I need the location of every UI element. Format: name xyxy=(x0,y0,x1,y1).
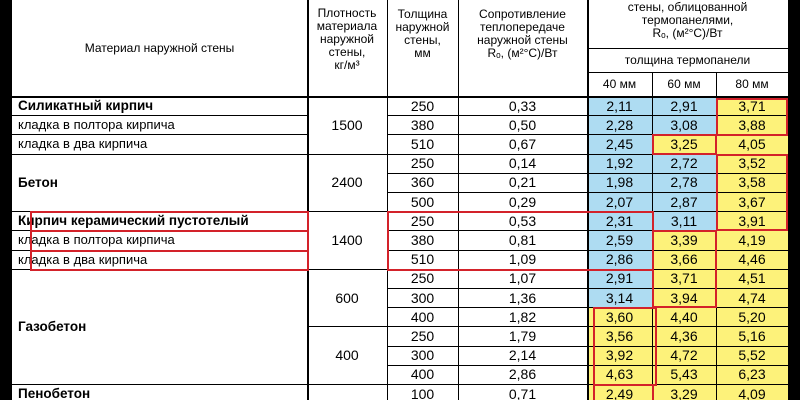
cell-p40: 3,60 xyxy=(605,308,634,325)
row-label: кладка в полтора кирпича xyxy=(18,117,175,133)
grid-line xyxy=(387,346,788,347)
grid-line xyxy=(12,384,788,385)
header-col-80mm: 80 мм xyxy=(735,76,769,91)
header-panel-thickness: толщина термопанели xyxy=(624,52,751,67)
header-material: Материал наружной стены xyxy=(84,40,235,55)
cell-p40: 1,98 xyxy=(605,174,634,191)
cell-p60: 3,08 xyxy=(670,116,698,133)
header-density: Плотность материала наружной стены, кг/м³ xyxy=(316,5,378,72)
grid-line xyxy=(587,72,788,73)
grid-line xyxy=(387,326,788,327)
cell-p80: 5,20 xyxy=(738,308,766,325)
cell-thickness: 400 xyxy=(410,308,435,325)
cell-resistance: 1,79 xyxy=(508,327,537,344)
cell-thickness: 510 xyxy=(410,251,435,268)
cell-resistance: 0,14 xyxy=(508,155,537,172)
cell-p40: 3,92 xyxy=(605,347,634,364)
grid-line xyxy=(387,230,788,231)
grid-line xyxy=(387,134,788,135)
grid-line xyxy=(387,0,388,400)
cell-p60: 3,39 xyxy=(670,231,698,248)
cell-p80: 5,16 xyxy=(738,327,766,344)
grid-line xyxy=(387,192,788,193)
cell-resistance: 1,36 xyxy=(508,289,537,306)
cell-p40: 2,59 xyxy=(605,231,634,248)
grid-line xyxy=(12,269,788,270)
cell-p40: 2,28 xyxy=(605,116,634,133)
row-label: кладка в полтора кирпича xyxy=(18,232,175,248)
cell-p80: 4,74 xyxy=(738,289,766,306)
cell-p40: 3,14 xyxy=(605,289,634,306)
cell-p80: 3,88 xyxy=(738,116,766,133)
group-name: Пенобетон xyxy=(18,385,91,400)
cell-thickness: 250 xyxy=(410,155,435,172)
cell-resistance: 0,67 xyxy=(508,135,537,152)
cell-p40: 4,63 xyxy=(605,366,634,383)
grid-line xyxy=(587,0,589,400)
cell-thickness: 360 xyxy=(410,174,435,191)
cell-resistance: 2,14 xyxy=(508,347,537,364)
cell-p60: 5,43 xyxy=(670,366,698,383)
cell-p40: 2,86 xyxy=(605,251,634,268)
cell-p80: 3,52 xyxy=(738,155,766,172)
cell-p80: 4,46 xyxy=(738,251,766,268)
cell-p80: 4,09 xyxy=(738,385,766,400)
group-density: 1400 xyxy=(331,231,363,248)
cell-p40: 2,91 xyxy=(605,270,634,287)
grid-line xyxy=(716,72,717,400)
cell-p60: 2,72 xyxy=(670,155,698,172)
grid-line xyxy=(652,72,653,400)
grid-line xyxy=(387,365,788,366)
cell-p40: 2,49 xyxy=(605,385,634,400)
subgroup-density: 600 xyxy=(335,289,359,306)
cell-p60: 3,94 xyxy=(670,289,698,306)
cell-p40: 2,45 xyxy=(605,135,634,152)
grid-line xyxy=(387,115,788,116)
grid-line xyxy=(387,250,788,251)
cell-p80: 3,67 xyxy=(738,193,766,210)
cell-thickness: 500 xyxy=(410,193,435,210)
group-density: 2400 xyxy=(331,174,363,191)
grid-line xyxy=(12,230,307,231)
cell-p60: 3,11 xyxy=(670,212,698,229)
cell-p60: 3,71 xyxy=(670,270,698,287)
grid-line xyxy=(458,0,459,400)
cell-p80: 4,51 xyxy=(738,270,766,287)
cell-p60: 3,25 xyxy=(670,135,698,152)
subgroup-density: 400 xyxy=(335,347,359,364)
cell-resistance: 1,82 xyxy=(508,308,537,325)
cell-resistance: 0,50 xyxy=(508,116,537,133)
cell-resistance: 0,71 xyxy=(508,385,537,400)
cell-thickness: 380 xyxy=(410,231,435,248)
cell-p80: 4,05 xyxy=(738,135,766,152)
cell-thickness: 250 xyxy=(410,270,435,287)
header-thickness: Толщина наружной стены, мм xyxy=(395,7,450,60)
cell-thickness: 300 xyxy=(410,347,435,364)
grid-line xyxy=(12,115,307,116)
cell-thickness: 250 xyxy=(410,97,435,114)
cell-p60: 4,36 xyxy=(670,327,698,344)
cell-resistance: 0,29 xyxy=(508,193,537,210)
grid-line xyxy=(387,288,788,289)
grid-line xyxy=(12,154,788,155)
cell-p40: 2,31 xyxy=(605,212,634,229)
grid-line xyxy=(12,97,788,98)
cell-p40: 2,07 xyxy=(605,193,634,210)
cell-p40: 1,92 xyxy=(605,155,634,172)
cell-p80: 6,23 xyxy=(738,366,766,383)
cell-thickness: 510 xyxy=(410,135,435,152)
header-col-40mm: 40 мм xyxy=(602,76,637,91)
cell-resistance: 0,81 xyxy=(508,231,537,248)
cell-p80: 4,19 xyxy=(738,231,766,248)
cell-p40: 2,11 xyxy=(606,97,633,114)
grid-line xyxy=(387,173,788,174)
cell-resistance: 0,53 xyxy=(508,212,537,229)
cell-p80: 5,52 xyxy=(738,347,766,364)
cell-p60: 3,29 xyxy=(670,385,698,400)
group-name: Силикатный кирпич xyxy=(18,97,154,113)
thermal-resistance-table xyxy=(12,0,788,400)
grid-line xyxy=(387,307,788,308)
header-resistance: Сопротивление теплопередаче наружной стены Rₒ, (м²°C)/Вт xyxy=(477,7,568,60)
cell-p80: 3,71 xyxy=(738,97,766,114)
cell-thickness: 100 xyxy=(410,385,435,400)
header-clad-resistance: стены, облицованной термопанелями, Rₒ, (м²°C)/Вт xyxy=(627,0,748,40)
grid-line xyxy=(12,250,307,251)
cell-resistance: 2,86 xyxy=(508,366,537,383)
grid-line xyxy=(12,211,788,212)
row-label: кладка в два кирпича xyxy=(18,136,148,152)
cell-p60: 4,72 xyxy=(670,347,698,364)
cell-thickness: 250 xyxy=(410,327,435,344)
header-col-60mm: 60 мм xyxy=(667,76,701,91)
cell-p60: 3,66 xyxy=(670,251,698,268)
grid-line xyxy=(307,326,387,327)
group-name: Кирпич керамический пустотелый xyxy=(18,213,249,229)
cell-p60: 4,40 xyxy=(670,308,698,325)
cell-resistance: 1,07 xyxy=(508,270,537,287)
group-density: 1500 xyxy=(331,116,363,133)
cell-resistance: 1,09 xyxy=(508,251,537,268)
row-label: кладка в два кирпича xyxy=(18,251,148,267)
cell-p60: 2,87 xyxy=(670,193,698,210)
group-name: Бетон xyxy=(18,174,58,190)
cell-thickness: 300 xyxy=(410,289,435,306)
cell-thickness: 380 xyxy=(410,116,435,133)
cell-p60: 2,91 xyxy=(670,97,698,114)
table-grid xyxy=(12,0,788,400)
group-name: Газобетон xyxy=(18,318,87,334)
grid-line xyxy=(307,0,309,400)
cell-p60: 2,78 xyxy=(670,174,698,191)
cell-thickness: 250 xyxy=(410,212,435,229)
grid-line xyxy=(587,48,788,49)
cell-p80: 3,91 xyxy=(738,212,766,229)
cell-resistance: 0,21 xyxy=(508,174,537,191)
grid-line xyxy=(12,134,307,135)
cell-resistance: 0,33 xyxy=(508,97,537,114)
cell-p80: 3,58 xyxy=(738,174,766,191)
cell-thickness: 400 xyxy=(410,366,435,383)
cell-p40: 3,56 xyxy=(605,327,634,344)
